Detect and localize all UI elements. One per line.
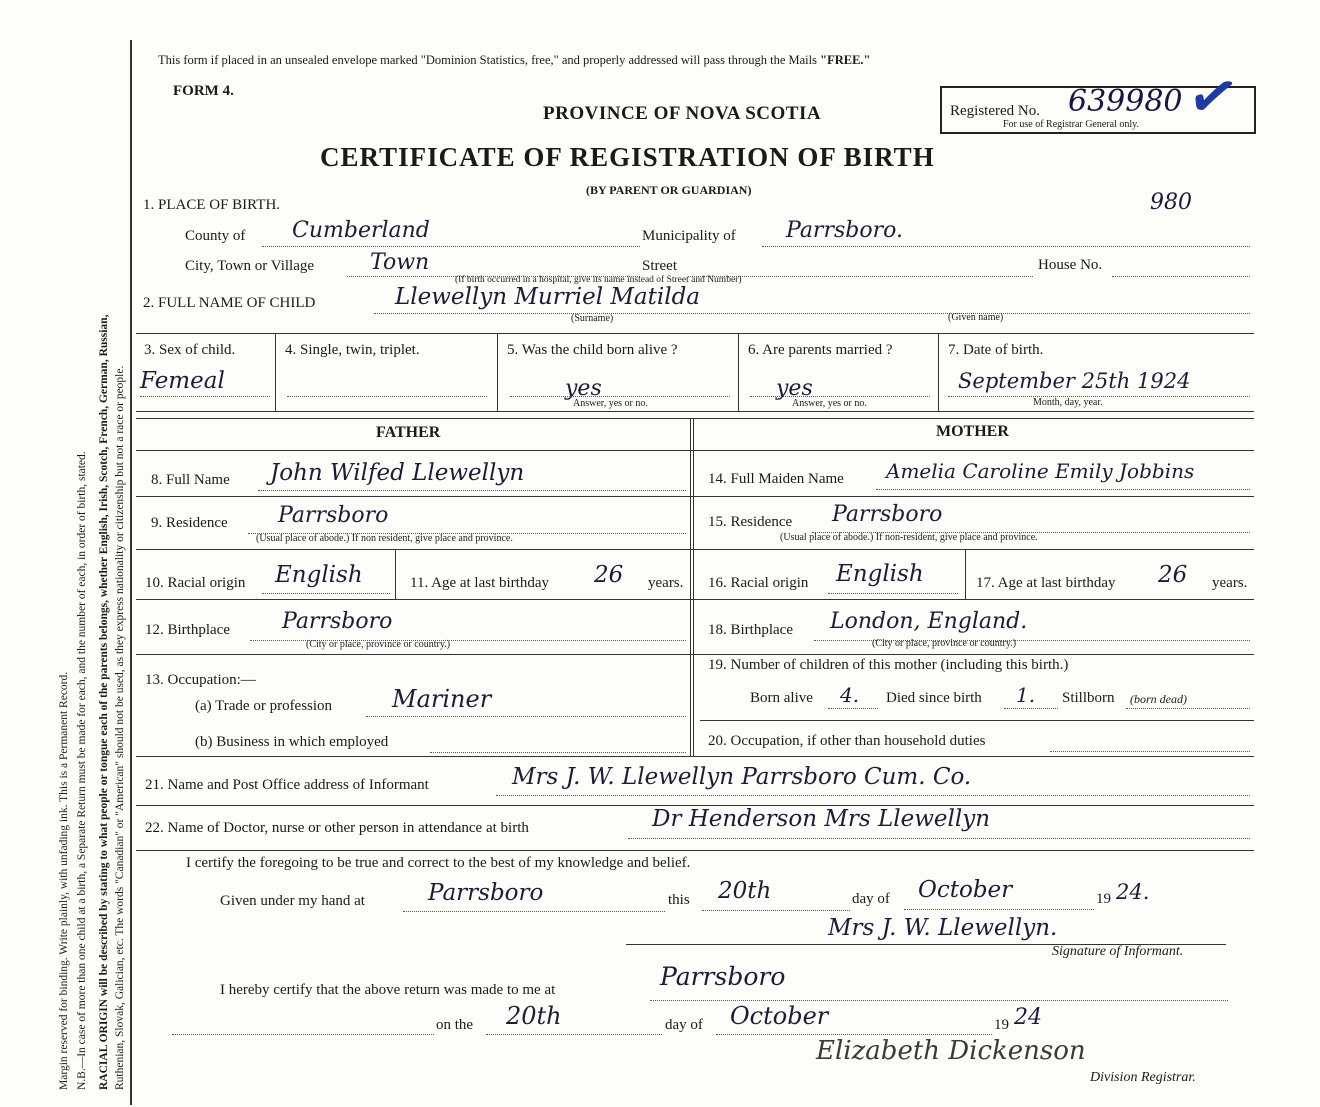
row-rule-top — [136, 333, 1254, 334]
margin-note-2: N.B.—In case of more than one child at a birth, a Separate Return must be made for each, and the number of each, in order of birth, stated. — [76, 451, 88, 1090]
stillborn-label: Stillborn — [1062, 690, 1115, 706]
parents-rule-3 — [136, 549, 1254, 550]
given-day-of-label: day of — [852, 891, 890, 907]
father-race-value: English — [275, 562, 363, 588]
margin-note-1: Margin reserved for binding. Write plainly, with unfading ink. This is a Permanent Record. — [58, 671, 70, 1090]
married-value: yes — [776, 376, 813, 401]
alive-note: Answer, yes or no. — [573, 398, 648, 409]
free-label: "FREE." — [820, 53, 871, 67]
informant-label: 21. Name and Post Office address of Informant — [145, 777, 429, 793]
father-years-label: years. — [648, 575, 684, 591]
mother-age-divider — [965, 549, 966, 599]
mother-name-label: 14. Full Maiden Name — [708, 471, 844, 487]
registrar-year-prefix: 19 — [994, 1017, 1009, 1033]
mother-occupation-rule — [700, 720, 1254, 721]
informant-signature-label: Signature of Informant. — [1052, 944, 1184, 959]
margin-note-4: Ruthenian, Slovak, Galician, etc. The words "Canadian" or "American" should not be used, as they express nationality or citizenship but not a race or people. — [114, 365, 126, 1090]
mother-abode-note: (Usual place of abode.) If non-resident, give place and province. — [780, 532, 1038, 543]
children-count-label: 19. Number of children of this mother (including this birth.) — [708, 657, 1069, 673]
city-value: Town — [370, 250, 430, 275]
municipality-label: Municipality of — [642, 228, 736, 244]
parents-rule-top — [136, 418, 1254, 419]
this-label: this — [668, 892, 690, 908]
mother-residence-label: 15. Residence — [708, 514, 793, 530]
registrar-place-line — [650, 1000, 1228, 1001]
parents-rule-2 — [136, 496, 1254, 497]
informant-value: Mrs J. W. Llewellyn Parrsboro Cum. Co. — [512, 764, 972, 790]
father-occupation-label: 13. Occupation:— — [145, 672, 256, 688]
father-name-line — [258, 490, 686, 491]
county-value: Cumberland — [292, 218, 430, 243]
sex-line — [140, 396, 270, 397]
father-business-line — [430, 752, 686, 753]
mother-years-label: years. — [1212, 575, 1248, 591]
alive-label: 5. Was the child born alive ? — [507, 342, 678, 358]
father-trade-value: Mariner — [392, 685, 492, 713]
child-name-line — [374, 313, 1250, 314]
stillborn-note: (born dead) — [1130, 692, 1187, 706]
father-heading: FATHER — [376, 424, 441, 441]
given-place-value: Parrsboro — [428, 880, 544, 906]
given-month-value: October — [918, 877, 1013, 903]
registrar-signature: Elizabeth Dickenson — [816, 1036, 1086, 1066]
col-rule-3 — [738, 333, 739, 411]
registrar-year-value: 24 — [1014, 1005, 1042, 1030]
twin-line — [287, 396, 487, 397]
father-race-label: 10. Racial origin — [145, 575, 246, 591]
registered-note: For use of Registrar General only. — [1003, 119, 1139, 130]
informant-line — [496, 795, 1250, 796]
given-day-line — [702, 910, 850, 911]
parents-rule-4 — [136, 599, 1254, 600]
born-alive-line — [828, 708, 878, 709]
mail-notice: This form if placed in an unsealed envelope marked "Dominion Statistics, free," and properly addressed will pass through the Mails "FREE." — [158, 53, 871, 67]
registrar-place-value: Parrsboro — [660, 962, 786, 991]
alive-value: yes — [565, 376, 602, 401]
certificate-subtitle: (BY PARENT OR GUARDIAN) — [586, 183, 752, 197]
dob-value: September 25th 1924 — [958, 369, 1191, 393]
col-rule-1 — [275, 333, 276, 411]
dob-note: Month, day, year. — [1033, 397, 1103, 408]
registrar-month-line — [716, 1034, 992, 1035]
given-under-label: Given under my hand at — [220, 893, 365, 909]
born-alive-value: 4. — [840, 683, 860, 707]
father-age-value: 26 — [594, 562, 624, 588]
registered-label: Registered No. — [950, 103, 1040, 119]
father-trade-line — [366, 716, 686, 717]
check-mark-icon: ✓ — [1181, 59, 1245, 135]
mother-name-value: Amelia Caroline Emily Jobbins — [886, 459, 1195, 483]
doctor-value: Dr Henderson Mrs Llewellyn — [652, 806, 991, 832]
surname-note: (Surname) — [571, 313, 614, 324]
married-note: Answer, yes or no. — [792, 398, 867, 409]
father-mother-divider — [690, 418, 694, 756]
house-number-line — [1112, 276, 1250, 277]
father-business-label: (b) Business in which employed — [195, 734, 389, 750]
mother-occupation-line — [1050, 751, 1250, 752]
binding-margin-rule — [130, 40, 132, 1105]
mother-birthplace-label: 18. Birthplace — [708, 622, 793, 638]
certify-statement: I certify the foregoing to be true and correct to the best of my knowledge and belief. — [186, 855, 691, 871]
mother-city-note: (City or place, province or country.) — [872, 638, 1017, 649]
sex-label: 3. Sex of child. — [144, 342, 236, 358]
stillborn-line — [1126, 708, 1250, 709]
doctor-rule — [136, 850, 1254, 851]
informant-signature: Mrs J. W. Llewellyn. — [828, 915, 1058, 941]
mother-race-value: English — [836, 561, 924, 587]
given-place-line — [403, 911, 665, 912]
died-value: 1. — [1016, 683, 1036, 707]
mother-heading: MOTHER — [936, 423, 1009, 440]
parents-rule-5 — [136, 654, 1254, 655]
died-label: Died since birth — [886, 690, 982, 706]
street-note: (If birth occurred in a hospital, give its name instead of Street and Number) — [455, 275, 742, 285]
given-day-value: 20th — [718, 878, 772, 904]
parents-rule-bottom — [136, 756, 1254, 757]
mother-name-line — [876, 489, 1250, 490]
municipality-value: Parrsboro. — [786, 218, 903, 243]
father-birthplace-label: 12. Birthplace — [145, 622, 230, 638]
row-rule-bottom — [136, 411, 1254, 412]
corner-number: 980 — [1150, 190, 1192, 215]
father-name-value: John Wilfed Llewellyn — [270, 460, 525, 486]
mother-age-value: 26 — [1158, 562, 1188, 588]
mother-race-line — [828, 593, 958, 594]
on-the-label: on the — [436, 1017, 474, 1033]
registered-number: 639980 — [1068, 84, 1183, 119]
certificate-title: CERTIFICATE OF REGISTRATION OF BIRTH — [320, 142, 935, 172]
form-number: FORM 4. — [173, 83, 234, 99]
mother-race-label: 16. Racial origin — [708, 575, 809, 591]
married-line — [750, 396, 930, 397]
father-age-label: 11. Age at last birthday — [410, 575, 549, 591]
born-alive-label: Born alive — [750, 690, 813, 706]
col-rule-4 — [938, 333, 939, 411]
place-of-birth-heading: 1. PLACE OF BIRTH. — [143, 197, 281, 213]
married-label: 6. Are parents married ? — [748, 342, 893, 358]
margin-note-3: RACIAL ORIGIN will be described by stating to what people or tongue each of the parents belongs, whether English, Irish, Scotch, French, German, Russian, — [98, 314, 110, 1090]
father-residence-value: Parrsboro — [278, 503, 389, 528]
county-line — [262, 246, 640, 247]
registrar-signature-label: Division Registrar. — [1090, 1070, 1196, 1085]
province-heading: PROVINCE OF NOVA SCOTIA — [543, 103, 822, 124]
given-name-note: (Given name) — [948, 312, 1004, 323]
mother-residence-value: Parrsboro — [832, 502, 943, 527]
registrar-statement: I hereby certify that the above return was made to me at — [220, 982, 556, 998]
registrar-lead-line — [172, 1034, 434, 1035]
child-name-value: Llewellyn Murriel Matilda — [395, 284, 701, 310]
given-year-prefix: 19 — [1096, 891, 1111, 907]
mother-age-label: 17. Age at last birthday — [976, 575, 1116, 591]
registrar-day-line — [486, 1034, 662, 1035]
child-name-label: 2. FULL NAME OF CHILD — [143, 295, 316, 311]
mother-occupation-label: 20. Occupation, if other than household duties — [708, 733, 986, 749]
registrar-day-of-label: day of — [665, 1017, 703, 1033]
father-race-line — [262, 593, 390, 594]
city-label: City, Town or Village — [185, 258, 315, 274]
dob-label: 7. Date of birth. — [948, 342, 1044, 358]
father-abode-note: (Usual place of abode.) If non resident, give place and province. — [256, 533, 513, 544]
mother-birthplace-value: London, England. — [830, 609, 1028, 634]
county-label: County of — [185, 228, 246, 244]
registrar-day-value: 20th — [506, 1002, 562, 1030]
doctor-line — [628, 838, 1250, 839]
father-residence-label: 9. Residence — [151, 515, 228, 531]
house-number-label: House No. — [1038, 257, 1103, 273]
given-month-line — [904, 909, 1094, 910]
father-trade-label: (a) Trade or profession — [195, 698, 333, 714]
municipality-line — [762, 246, 1250, 247]
twin-label: 4. Single, twin, triplet. — [285, 342, 420, 358]
alive-line — [510, 396, 730, 397]
registrar-month-value: October — [730, 1002, 829, 1030]
father-birthplace-value: Parrsboro — [282, 609, 393, 634]
given-year-value: 24. — [1116, 880, 1150, 904]
doctor-label: 22. Name of Doctor, nurse or other person in attendance at birth — [145, 820, 529, 836]
father-city-note: (City or place, province or country.) — [306, 639, 451, 650]
died-line — [1004, 708, 1058, 709]
parents-rule-1 — [136, 450, 1254, 451]
father-age-divider — [395, 549, 396, 599]
sex-value: Femeal — [140, 368, 225, 394]
father-name-label: 8. Full Name — [151, 472, 230, 488]
col-rule-2 — [497, 333, 498, 411]
street-label: Street — [642, 258, 677, 274]
